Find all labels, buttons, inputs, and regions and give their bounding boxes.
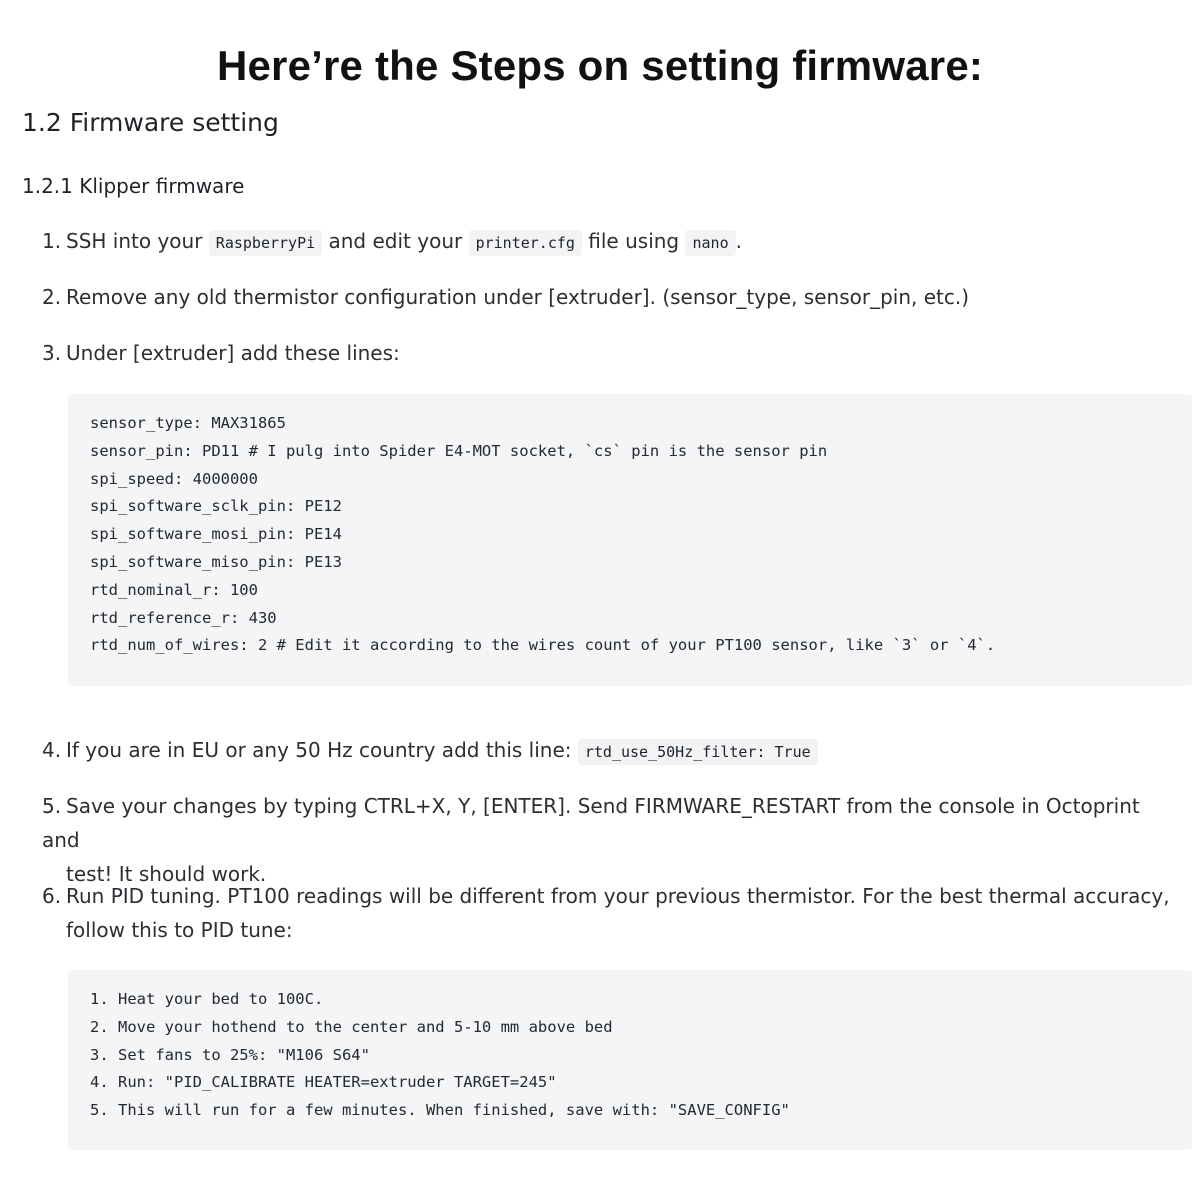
pid-code-block [68, 970, 1192, 1150]
step-1 [42, 224, 1172, 260]
inline-code-nano: nano [685, 230, 735, 256]
step-text: follow this to PID tune: [66, 918, 293, 942]
inline-code-printer-cfg: printer.cfg [469, 230, 582, 256]
step-number: 4. [42, 738, 62, 762]
code-line: spi_software_mosi_pin: PE14 [90, 525, 342, 544]
step-number: 2. [42, 285, 62, 309]
code-line: sensor_type: MAX31865 [90, 414, 286, 432]
step-number: 3. [42, 341, 62, 365]
subsection-heading: 1.2.1 Klipper firmware [22, 174, 245, 198]
code-line: rtd_num_of_wires: 2 # Edit it according to the wires count of your PT100 sensor, like `3` or `4`. [90, 636, 996, 655]
page-title: Here’re the Steps on setting firmware: [216, 42, 984, 89]
config-code-block [68, 394, 1192, 686]
code-line: spi_speed: 4000000 [90, 469, 258, 488]
step-text: Save your changes by typing CTRL+X, Y, [ENTER]. Send FIRMWARE_RESTART from the console in Octoprint and [42, 794, 1140, 852]
step-text: test! It should work. [66, 862, 267, 886]
step-text: SSH into your [66, 229, 203, 253]
code-line: 2. Move your hothend to the center and 5-10 mm above bed [90, 1017, 613, 1036]
step-number: 5. [42, 794, 62, 818]
step-2 [42, 280, 1172, 314]
code-line: rtd_reference_r: 430 [90, 608, 277, 627]
step-4 [42, 733, 1172, 769]
step-text: file using [588, 229, 680, 253]
step-number: 6. [42, 884, 62, 908]
step-text: . [735, 229, 742, 253]
code-line: 3. Set fans to 25%: "M106 S64" [90, 1045, 370, 1064]
step-text: Run PID tuning. PT100 readings will be different from your previous thermistor. For the best thermal accuracy, [66, 884, 1170, 908]
code-line: 4. Run: "PID_CALIBRATE HEATER=extruder TARGET=245" [90, 1073, 557, 1092]
inline-code-rtd-filter: rtd_use_50Hz_filter: True [578, 739, 818, 765]
step-5 [42, 789, 1172, 891]
step-text: Under [extruder] add these lines: [66, 341, 400, 365]
step-text: If you are in EU or any 50 Hz country add this line: [66, 738, 572, 762]
step-3 [42, 336, 1172, 370]
code-line: 1. Heat your bed to 100C. [90, 990, 324, 1008]
step-6 [42, 879, 1172, 947]
code-line: sensor_pin: PD11 # I pulg into Spider E4-MOT socket, `cs` pin is the sensor pin [90, 441, 828, 460]
code-line: rtd_nominal_r: 100 [90, 580, 258, 599]
code-line: 5. This will run for a few minutes. When finished, save with: "SAVE_CONFIG" [90, 1101, 790, 1120]
code-line: spi_software_sclk_pin: PE12 [90, 497, 342, 516]
step-text: Remove any old thermistor configuration under [extruder]. (sensor_type, sensor_pin, etc.) [66, 285, 970, 309]
step-number: 1. [42, 229, 62, 253]
step-text: and edit your [328, 229, 463, 253]
section-heading: 1.2 Firmware setting [22, 108, 279, 137]
inline-code-raspberrypi: RaspberryPi [209, 230, 322, 256]
code-line: spi_software_miso_pin: PE13 [90, 552, 342, 571]
